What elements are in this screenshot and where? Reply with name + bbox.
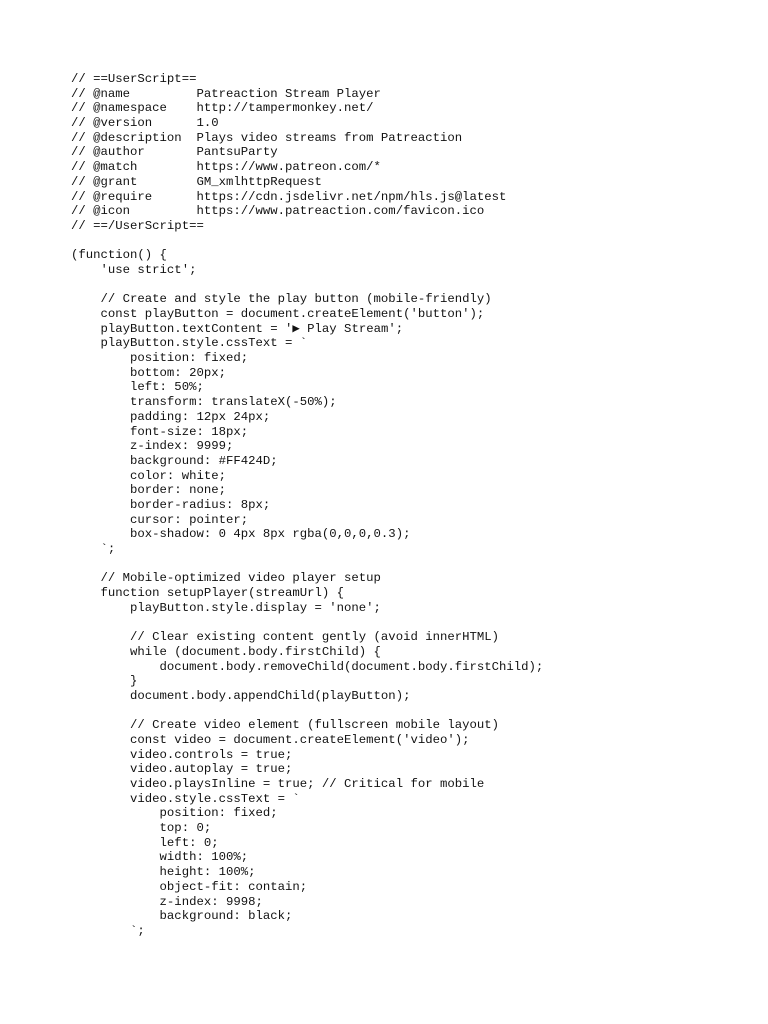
code-line: playButton.style.display = 'none';: [71, 600, 381, 615]
code-line: border: none;: [71, 483, 226, 498]
code-line: // Create and style the play button (mobile-friendly): [71, 292, 492, 307]
code-line: // Create video element (fullscreen mobile layout): [71, 718, 500, 733]
code-line: transform: translateX(-50%);: [71, 395, 337, 410]
code-line: // @grant GM_xmlhttpRequest: [71, 174, 322, 189]
code-line: document.body.appendChild(playButton);: [71, 688, 411, 703]
code-line: video.controls = true;: [71, 747, 293, 762]
code-line: [71, 278, 751, 293]
code-line: playButton.textContent = '▶ Play Stream';: [71, 321, 404, 336]
code-line: position: fixed;: [71, 806, 278, 821]
code-line: [71, 704, 751, 719]
code-line: padding: 12px 24px;: [71, 409, 271, 424]
code-line: font-size: 18px;: [71, 424, 249, 439]
code-line: bottom: 20px;: [71, 365, 226, 380]
code-line: position: fixed;: [71, 351, 249, 366]
code-line: cursor: pointer;: [71, 512, 249, 527]
code-line: // ==/UserScript==: [71, 218, 204, 233]
code-line: // @require https://cdn.jsdelivr.net/npm/hls.js@latest: [71, 189, 507, 204]
code-line: background: black;: [71, 909, 293, 924]
code-line: left: 50%;: [71, 380, 204, 395]
code-line: video.playsInline = true; // Critical for mobile: [71, 777, 485, 791]
code-document: [71, 72, 751, 939]
code-line: border-radius: 8px;: [71, 497, 271, 512]
code-line: [71, 234, 751, 249]
code-line: // Clear existing content gently (avoid innerHTML): [71, 630, 500, 645]
code-line: 'use strict';: [71, 262, 197, 277]
code-line: // Mobile-optimized video player setup: [71, 571, 381, 586]
code-line: object-fit: contain;: [71, 879, 308, 894]
code-line: function setupPlayer(streamUrl) {: [71, 586, 345, 601]
code-line: // @icon https://www.patreaction.com/favicon.ico: [71, 204, 485, 219]
code-line: [71, 557, 751, 572]
code-line: // @namespace http://tampermonkey.net/: [71, 101, 374, 116]
code-line: document.body.removeChild(document.body.firstChild);: [71, 659, 544, 674]
code-line: // @description Plays video streams from Patreaction: [71, 130, 463, 145]
code-line: // ==UserScript==: [71, 72, 197, 86]
code-line: // @name Patreaction Stream Player: [71, 86, 381, 101]
code-line: [71, 615, 751, 630]
code-line: while (document.body.firstChild) {: [71, 644, 381, 659]
code-line: // @version 1.0: [71, 116, 219, 131]
code-line: playButton.style.cssText = `: [71, 336, 308, 351]
code-line: top: 0;: [71, 821, 212, 836]
code-line: }: [71, 674, 138, 689]
code-line: width: 100%;: [71, 850, 249, 865]
code-line: color: white;: [71, 468, 226, 483]
code-line: box-shadow: 0 4px 8px rgba(0,0,0,0.3);: [71, 527, 411, 542]
code-line: z-index: 9999;: [71, 439, 234, 454]
code-line: z-index: 9998;: [71, 894, 263, 909]
code-line: background: #FF424D;: [71, 453, 278, 468]
code-line: // @author PantsuParty: [71, 145, 278, 160]
code-line: // @match https://www.patreon.com/*: [71, 160, 381, 175]
code-line: `;: [71, 923, 145, 938]
code-line: `;: [71, 542, 116, 556]
code-line: video.style.cssText = `: [71, 791, 300, 806]
code-line: (function() {: [71, 248, 167, 263]
code-line: height: 100%;: [71, 865, 256, 880]
code-line: left: 0;: [71, 835, 219, 850]
code-line: const video = document.createElement('video');: [71, 732, 470, 747]
code-line: video.autoplay = true;: [71, 762, 293, 777]
code-line: const playButton = document.createElement('button');: [71, 307, 485, 321]
